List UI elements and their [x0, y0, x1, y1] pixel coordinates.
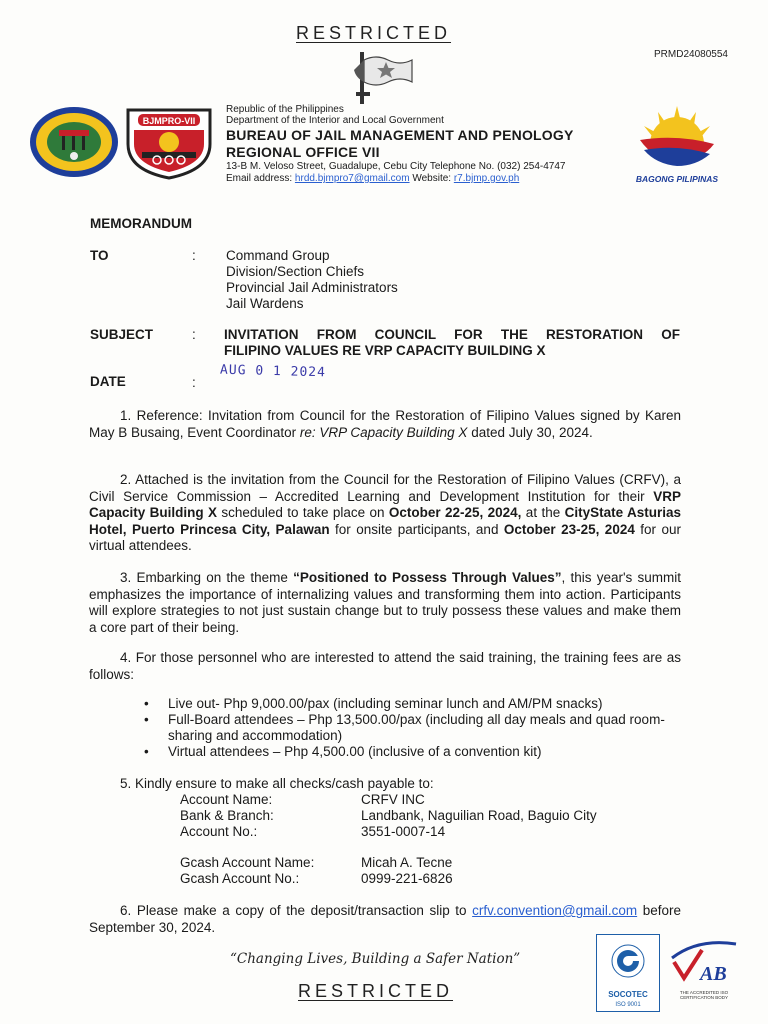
gcash-labels: [180, 855, 314, 887]
date-stamp: AUG 0 1 2024: [219, 362, 327, 381]
account-no-value: 3551-0007-14: [361, 824, 446, 839]
list-item: • Virtual attendees – Php 4,500.00 (inclusive of a convention kit): [144, 744, 542, 759]
recipient: Provincial Jail Administrators: [226, 280, 398, 295]
bagong-pilipinas-label: BAGONG PILIPINAS: [635, 174, 719, 184]
paragraph-5: 5. Kindly ensure to make all checks/cash payable to:: [120, 776, 434, 791]
account-no-label: Account No.:: [180, 824, 258, 839]
to-label: TO: [90, 248, 109, 263]
list-item: • Live out- Php 9,000.00/pax (including seminar lunch and AM/PM snacks): [144, 696, 603, 711]
bjmp-seal-icon: [29, 106, 119, 178]
iso-label: ISO 9001: [615, 1002, 641, 1008]
gcash-no-label: Gcash Account No.:: [180, 871, 300, 886]
website-link[interactable]: r7.bjmp.gov.ph: [453, 173, 520, 184]
socotec-label: SOCOTEC: [608, 990, 648, 999]
paragraph-1: 1. Reference: Invitation from Council for the Restoration of Filipino Values signed by Karen May B Busaing, Event Coordinator re: VRP Capacity Building X dated July 30, 2024.: [89, 408, 681, 440]
restricted-marking-bottom: RESTRICTED: [298, 981, 454, 1001]
bank-branch-label: Bank & Branch:: [180, 808, 274, 823]
paragraph-4: 4. For those personnel who are interested to attend the said training, the training fees are as follows:: [89, 650, 681, 682]
republic-line: Republic of the Philippines: [226, 104, 344, 115]
account-labels: [180, 792, 274, 840]
bullet-icon: •: [144, 712, 149, 727]
subject-colon: :: [192, 327, 196, 342]
paragraph-2: 2. Attached is the invitation from the Council for the Restoration of Filipino Values (CRFV), a Civil Service Commission – Accredited Learning and Development Institution for their VRP Capacity Building X scheduled to take place on October 22-25, 2024, at the CityState Asturias Hotel, Puerto Princesa City, Palawan for onsite participants, and October 23-25, 2024 for our virtual attendees.: [89, 472, 681, 553]
gcash-no-value: 0999-221-6826: [361, 871, 453, 886]
memo-title: MEMORANDUM: [90, 216, 192, 231]
subject-label: SUBJECT: [90, 327, 154, 342]
gcash-name-value: Micah A. Tecne: [361, 855, 453, 870]
bullet-icon: •: [144, 696, 149, 711]
bank-branch-value: Landbank, Naguilian Road, Baguio City: [361, 808, 597, 823]
jab-caption: THE ACCREDITED ISO CERTIFICATION BODY: [679, 990, 729, 1000]
jab-logo-icon: [668, 938, 740, 986]
account-values: [361, 792, 597, 840]
to-recipients: [226, 248, 398, 312]
email-link[interactable]: hrdd.bjmpro7@gmail.com: [294, 173, 410, 184]
crfv-email-link[interactable]: crfv.convention@gmail.com: [472, 903, 638, 918]
address-line: 13-B M. Veloso Street, Guadalupe, Cebu City Telephone No. (032) 254-4747: [226, 161, 566, 172]
socotec-logo-icon: [597, 935, 659, 985]
fee-list: [144, 696, 684, 760]
date-colon: :: [192, 375, 196, 390]
paragraph-3: 3. Embarking on the theme “Positioned to Possess Through Values”, this year's summit emphasizes the importance of internalizing values and transforming them into action. Participants will explore strategies to not just sustain change but to truly possess these values and make them a core part of their being.: [89, 570, 682, 635]
contact-line: Email address: hrdd.bjmpro7@gmail.com Website: r7.bjmp.gov.ph: [226, 173, 520, 184]
bjmpro-vii-shield-icon: [124, 104, 214, 180]
gcash-name-label: Gcash Account Name:: [180, 855, 315, 870]
recipient: Jail Wardens: [226, 296, 304, 311]
socotec-iso-badge: [596, 934, 660, 1012]
subject-line-2: FILIPINO VALUES RE VRP CAPACITY BUILDING X: [224, 343, 546, 358]
date-label: DATE: [90, 374, 126, 389]
footer-motto: “Changing Lives, Building a Safer Nation”: [230, 951, 521, 967]
to-colon: :: [192, 248, 196, 263]
svg-text:BJMPRO-VII: BJMPRO-VII: [142, 116, 196, 126]
account-name-value: CRFV INC: [361, 792, 425, 807]
list-item: • Full-Board attendees – Php 13,500.00/pax (including all day meals and quad room-sharing and accommodation): [144, 712, 665, 743]
recipient: Division/Section Chiefs: [226, 264, 365, 279]
svg-text:AB: AB: [700, 963, 727, 985]
department-line: Department of the Interior and Local Government: [226, 115, 444, 126]
flag-emblem-icon: [346, 48, 418, 108]
recipient: Command Group: [226, 248, 330, 263]
subject-line-1: INVITATION FROM COUNCIL FOR THE RESTORATION OF: [224, 327, 680, 342]
control-number: PRMD24080554: [654, 49, 728, 60]
bagong-pilipinas-logo-icon: [632, 100, 722, 178]
gcash-values: [361, 855, 453, 887]
regional-office: REGIONAL OFFICE VII: [226, 144, 380, 160]
bullet-icon: •: [144, 744, 149, 759]
restricted-marking-top: RESTRICTED: [296, 23, 452, 43]
account-name-label: Account Name:: [180, 792, 273, 807]
bureau-name: BUREAU OF JAIL MANAGEMENT AND PENOLOGY: [226, 127, 574, 143]
paragraph-6: 6. Please make a copy of the deposit/transaction slip to crfv.convention@gmail.com before September 30, 2024.: [89, 903, 681, 935]
